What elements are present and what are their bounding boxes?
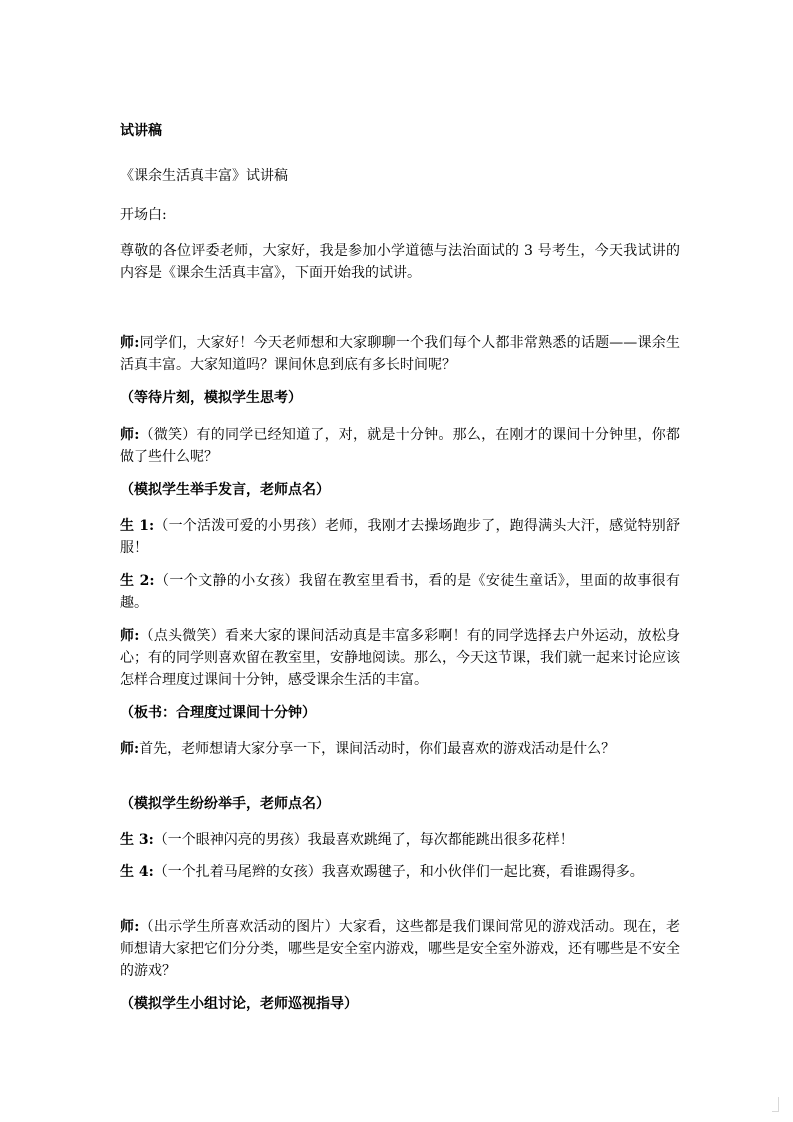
- dialogue-text: 同学们，大家好！今天老师想和大家聊聊一个我们每个人都非常熟悉的话题——课余生活真丰富。大家知道吗？课间休息到底有多长时间呢？: [120, 335, 680, 373]
- stage-direction: （模拟学生纷纷举手，老师点名）: [120, 796, 330, 812]
- dialogue-text: （微笑）有的同学已经知道了，对，就是十分钟。那么，在刚才的课间十分钟里，你都做了些什么呢？: [120, 427, 681, 465]
- page-corner-mark: [772, 1097, 779, 1112]
- dialogue-line: [120, 861, 680, 883]
- speaker-label: 生 1:: [120, 518, 155, 534]
- opening-paragraph: 尊敬的各位评委老师，大家好，我是参加小学道德与法治面试的 3 号考生，今天我试讲的内容是《课余生活真丰富》，下面开始我的试讲。: [120, 243, 680, 281]
- opening-label: 开场白:: [120, 207, 167, 223]
- speaker-label: 生 3:: [120, 832, 154, 848]
- speaker-label: 师:: [120, 628, 140, 644]
- speaker-label: 师:: [120, 335, 140, 351]
- dialogue-line: [120, 424, 680, 468]
- dialogue-text: （一个活泼可爱的小男孩）老师，我刚才去操场跑步了，跑得满头大汗，感觉特别舒服！: [120, 518, 680, 556]
- speaker-label: 生 4:: [120, 864, 154, 880]
- document-heading: 试讲稿: [120, 123, 162, 139]
- stage-direction: （等待片刻，模拟学生思考）: [120, 390, 302, 406]
- speaker-label: 师:: [120, 919, 140, 935]
- dialogue-line: [120, 515, 680, 559]
- dialogue-text: 首先，老师想请大家分享一下，课间活动时，你们最喜欢的游戏活动是什么？: [139, 741, 616, 757]
- dialogue-line: [120, 332, 680, 376]
- dialogue-text: （一个眼神闪亮的男孩）我最喜欢跳绳了，每次都能跳出很多花样！: [153, 832, 574, 848]
- stage-direction: （模拟学生举手发言，老师点名）: [120, 482, 330, 498]
- speaker-label: 师:: [120, 427, 140, 443]
- dialogue-text: （点头微笑）看来大家的课间活动真是丰富多彩啊！有的同学选择去户外运动，放松身心；有的同学则喜欢留在教室里，安静地阅读。那么，今天这节课，我们就一起来讨论应该怎样合理度过课间十分钟，感受课余生活的丰富。: [120, 628, 681, 688]
- speaker-label: 师:: [120, 741, 140, 757]
- stage-direction: （板书：合理度过课间十分钟）: [120, 705, 316, 721]
- stage-direction: （模拟学生小组讨论，老师巡视指导）: [120, 996, 358, 1012]
- dialogue-line: [120, 570, 680, 614]
- dialogue-line: [120, 916, 680, 982]
- dialogue-line: [120, 829, 680, 851]
- dialogue-text: （出示学生所喜欢活动的图片）大家看，这些都是我们课间常见的游戏活动。现在，老师想请大家把它们分分类，哪些是安全室内游戏，哪些是安全室外游戏，还有哪些是不安全的游戏？: [120, 919, 681, 979]
- speaker-label: 生 2:: [120, 573, 155, 589]
- dialogue-text: （一个扎着马尾辫的女孩）我喜欢踢毽子，和小伙伴们一起比赛，看谁踢得多。: [153, 864, 644, 880]
- dialogue-text: （一个文静的小女孩）我留在教室里看书，看的是《安徒生童话》，里面的故事很有趣。: [120, 573, 680, 611]
- dialogue-line: [120, 738, 680, 760]
- dialogue-line: [120, 625, 680, 691]
- lesson-title: 《课余生活真丰富》试讲稿: [120, 168, 288, 184]
